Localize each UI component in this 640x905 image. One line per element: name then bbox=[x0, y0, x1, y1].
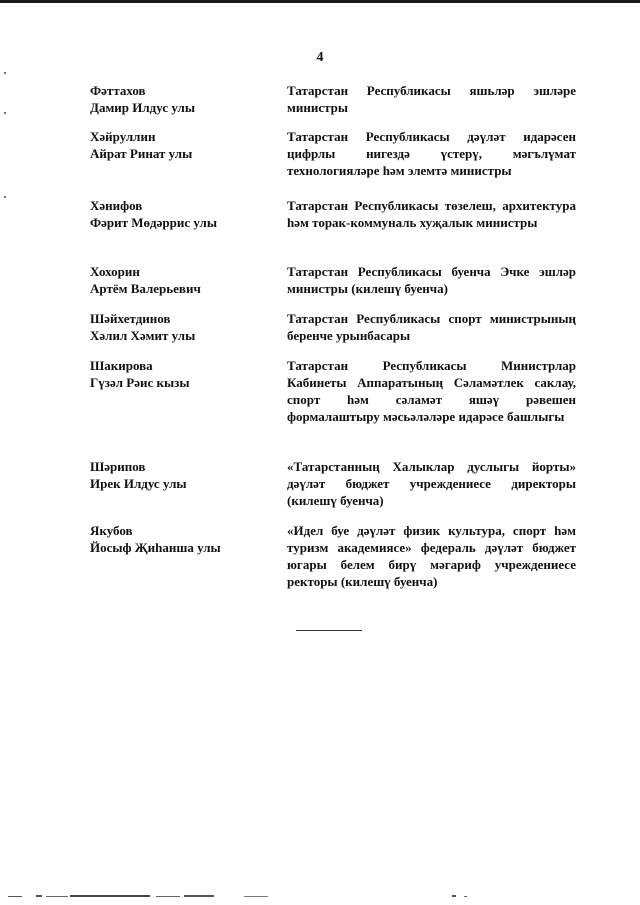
position-title: Татарстан Республикасы буенча Эчке эшләр министры (килешү буенча) bbox=[287, 264, 576, 296]
scan-margin-mark bbox=[4, 112, 6, 114]
given-names: Артём Валерьевич bbox=[90, 281, 201, 296]
position-title: «Татарстанның Халыклар дуслыгы йорты» дәүләт бюджет учреждениесе директоры (килешү буенча) bbox=[287, 459, 576, 508]
scan-footer-marks bbox=[0, 893, 640, 899]
surname: Фәттахов bbox=[90, 83, 146, 98]
given-names: Йосыф Җиһанша улы bbox=[90, 540, 221, 555]
surname: Шәрипов bbox=[90, 459, 146, 474]
position-title: Татарстан Республикасы спорт министрының беренче урынбасары bbox=[287, 311, 576, 343]
person-name bbox=[90, 82, 270, 116]
position-title: Татарстан Республикасы дәүләт идарәсен цифрлы нигездә үстерү, мәгълүмат технологияләре һәм элемтә министры bbox=[287, 129, 576, 178]
position-title: Татарстан Республикасы төзелеш, архитектура һәм торак-коммуналь хуҗалык министры bbox=[287, 198, 576, 230]
scan-margin-mark bbox=[4, 196, 6, 198]
person-name bbox=[90, 357, 270, 391]
page-number: 4 bbox=[316, 50, 324, 65]
position-title: Татарстан Республикасы яшьләр эшләре министры bbox=[287, 83, 576, 115]
given-names: Гүзәл Рәис кызы bbox=[90, 375, 190, 390]
given-names: Ирек Илдус улы bbox=[90, 476, 187, 491]
given-names: Айрат Ринат улы bbox=[90, 146, 193, 161]
surname: Хохорин bbox=[90, 264, 140, 279]
position-title: «Идел буе дәүләт физик культура, спорт һәм туризм академиясе» федераль дәүләт бюджет югары белем бирү мәгариф учреждениесе ректоры (килешү буенча) bbox=[287, 523, 576, 589]
person-name bbox=[90, 197, 270, 231]
given-names: Хәлил Хәмит улы bbox=[90, 328, 196, 343]
person-name bbox=[90, 310, 270, 344]
end-separator-line bbox=[296, 630, 362, 631]
person-name bbox=[90, 128, 270, 162]
given-names: Фәрит Мөдәррис улы bbox=[90, 215, 217, 230]
surname: Хәнифов bbox=[90, 198, 143, 213]
surname: Хәйруллин bbox=[90, 129, 156, 144]
given-names: Дамир Илдус улы bbox=[90, 100, 195, 115]
surname: Шакирова bbox=[90, 358, 153, 373]
page-top-border bbox=[0, 0, 640, 3]
scan-margin-mark bbox=[4, 72, 6, 74]
surname: Якубов bbox=[90, 523, 133, 538]
person-name bbox=[90, 522, 270, 556]
surname: Шәйхетдинов bbox=[90, 311, 171, 326]
person-name bbox=[90, 263, 270, 297]
person-name bbox=[90, 458, 270, 492]
position-title: Татарстан Республикасы Министрлар Кабинеты Аппаратының Сәламәтлек саклау, спорт һәм сәламәт яшәү рәвешен формалаштыру мәсьәләләре идарәсе башлыгы bbox=[287, 358, 576, 424]
